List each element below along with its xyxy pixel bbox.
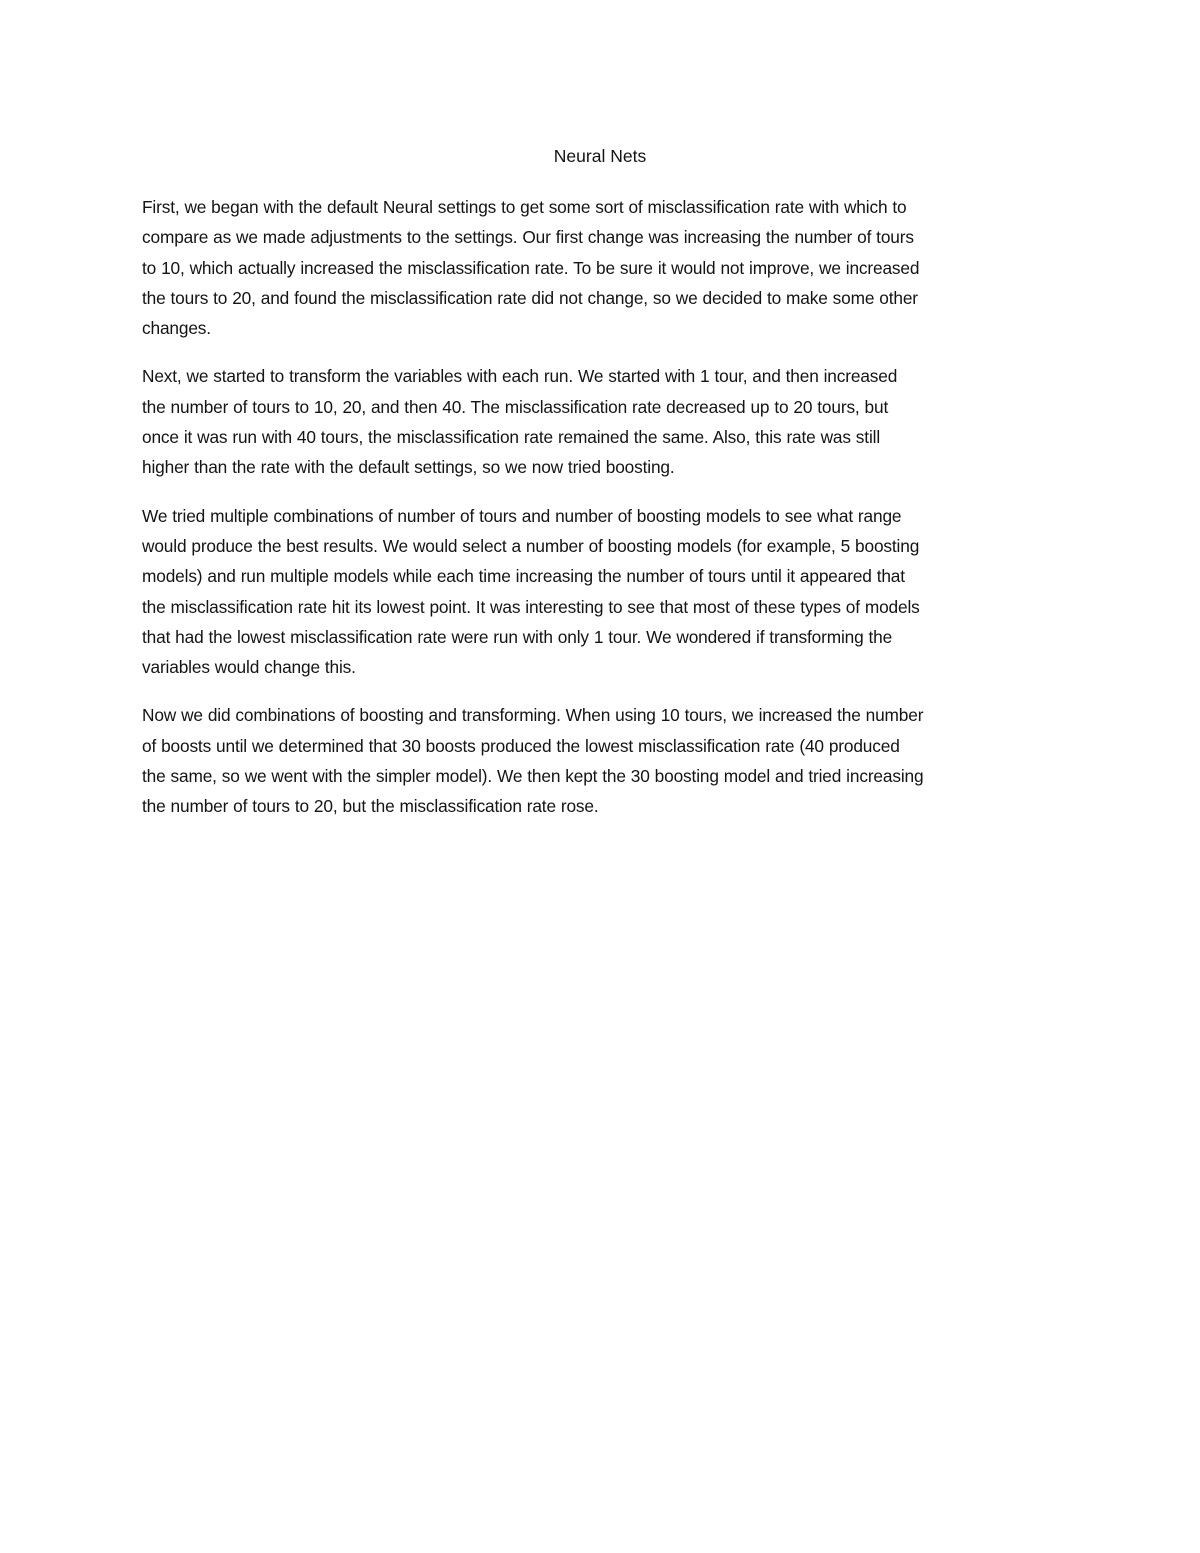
- paragraph-4: Now we did combinations of boosting and transforming. When using 10 tours, we increased the number of boosts until we determined that 30 boosts produced the lowest misclassification rate (40 produced the same, so we went with the simpler model). We then kept the 30 boosting model and tried increasing the number of tours to 20, but the misclassification rate rose.: [142, 705, 924, 817]
- paragraph-2: Next, we started to transform the variables with each run. We started with 1 tour, and then increased the number of tours to 10, 20, and then 40. The misclassification rate decreased up to 20 tours, but once it was run with 40 tours, the misclassification rate remained the same. Also, this rate was still higher than the rate with the default settings, so we now tried boosting.: [142, 366, 898, 478]
- document-body: [142, 192, 1072, 840]
- paragraph-1: First, we began with the default Neural settings to get some sort of misclassification rate with which to compare as we made adjustments to the settings. Our first change was increasing the number of tours to 10, which actually increased the misclassification rate. To be sure it would not improve, we increased the tours to 20, and found the misclassification rate did not change, so we decided to make some other changes.: [142, 197, 920, 339]
- paragraph-3: We tried multiple combinations of number of tours and number of boosting models to see what range would produce the best results. We would select a number of boosting models (for example, 5 boosting models) and run multiple models while each time increasing the number of tours until it appeared that the misclassification rate hit its lowest point. It was interesting to see that most of these types of models that had the lowest misclassification rate were run with only 1 tour. We wondered if transforming the variables would change this.: [142, 505, 920, 678]
- document-title: Neural Nets: [553, 146, 647, 166]
